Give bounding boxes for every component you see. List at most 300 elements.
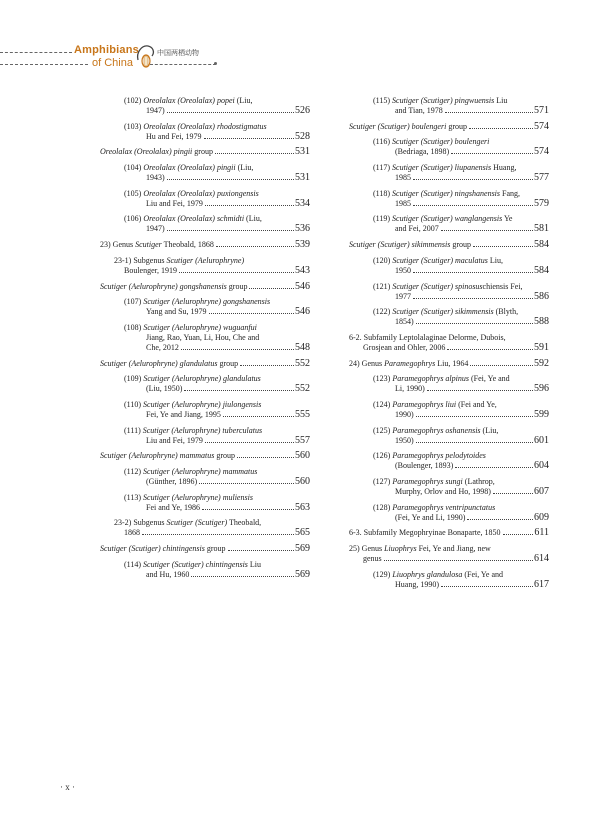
toc-text xyxy=(349,544,491,554)
toc-author-line: Jiang, Rao, Yuan, Li, Hou, Che and xyxy=(146,332,260,342)
toc-taxon: Scutiger (Scutiger) sikimmensis xyxy=(349,240,451,250)
toc-entry-continuation xyxy=(100,503,310,513)
dot-leader xyxy=(470,365,533,366)
toc-text xyxy=(373,374,510,384)
toc-text xyxy=(373,426,498,436)
toc-taxon: Paramegophrys pelodytoides xyxy=(392,451,486,461)
toc-taxon: Paramegophrys sungi xyxy=(392,477,463,486)
toc-page: 584 xyxy=(534,239,549,251)
toc-taxon: Scutiger (Aelurophryne) xyxy=(166,255,245,265)
toc-taxon: Liuophrys glandulosa xyxy=(392,569,463,579)
toc-entry-title xyxy=(100,323,310,333)
dot-leader xyxy=(473,246,533,247)
toc-text xyxy=(124,560,261,570)
toc-entry-continuation xyxy=(100,307,310,317)
toc-author: (Lathrop, xyxy=(462,477,495,486)
toc-entry-continuation xyxy=(100,173,310,183)
toc-page: 579 xyxy=(534,197,549,209)
toc-taxon: Oreolalax (Oreolalax) schmidti xyxy=(143,214,245,224)
toc-entry xyxy=(100,214,310,234)
toc-entry-continuation xyxy=(100,477,310,487)
toc-author: and Tian, 1978 xyxy=(395,106,443,115)
toc-page: 552 xyxy=(295,383,310,395)
toc-author: genus xyxy=(363,554,382,564)
toc-text xyxy=(100,240,214,250)
toc-entry xyxy=(349,163,549,183)
toc-text xyxy=(114,256,244,266)
toc-author: Liu, 1964 xyxy=(435,358,469,368)
toc-entry xyxy=(349,570,549,590)
toc-page: 617 xyxy=(534,578,549,590)
dot-leader xyxy=(179,272,294,273)
toc-page: 546 xyxy=(295,280,310,292)
toc-author: (Fei and Ye, xyxy=(456,399,497,409)
toc-page: 569 xyxy=(295,568,310,580)
toc-entry-title xyxy=(100,467,310,477)
toc-author: (Günther, 1896) xyxy=(146,477,198,486)
toc-taxon: Oreolalax (Oreolalax) rhodostigmatus xyxy=(143,121,267,131)
toc-author: Yang and Su, 1979 xyxy=(146,307,207,317)
toc-entry xyxy=(100,544,310,554)
toc-text xyxy=(124,297,270,307)
toc-entry-title xyxy=(349,214,549,224)
toc-entry-title xyxy=(100,544,310,554)
toc-taxon: Oreolalax (Oreolalax) pingii xyxy=(100,147,193,157)
toc-number: (124) xyxy=(373,399,393,409)
toc-text xyxy=(373,214,512,224)
toc-entry-continuation xyxy=(349,266,549,276)
dot-leader xyxy=(455,467,533,468)
toc-page: 571 xyxy=(534,105,549,116)
toc-number: (104) xyxy=(124,163,144,173)
toc-taxon: Scutiger (Scutiger) maculatus xyxy=(392,255,488,265)
toc-entry-title xyxy=(100,96,310,106)
toc-entry xyxy=(100,297,310,317)
toc-taxon: Scutiger (Scutiger) spinosus xyxy=(392,281,483,291)
toc-text xyxy=(100,282,247,292)
toc-text xyxy=(124,214,262,224)
toc-entry xyxy=(349,96,549,116)
toc-author: and Fei, 2007 xyxy=(395,224,439,234)
toc-entry-title xyxy=(349,333,549,343)
toc-entry-title xyxy=(349,122,549,132)
dot-leader xyxy=(413,272,533,273)
toc-author: group xyxy=(192,147,213,157)
toc-entry-continuation xyxy=(100,436,310,446)
header-rule xyxy=(0,64,88,65)
toc-text xyxy=(100,359,238,369)
toc-taxon: Scutiger (Aelurophryne) gongshanensis xyxy=(100,281,227,291)
dot-leader xyxy=(413,179,533,180)
toc-entry-continuation xyxy=(100,528,310,538)
toc-taxon: Paramegophrys oshanensis xyxy=(392,425,481,435)
dot-leader xyxy=(142,534,294,535)
toc-author: (Liu, xyxy=(244,214,262,224)
toc-entry xyxy=(349,544,549,564)
toc-page: 563 xyxy=(295,501,310,513)
dot-leader xyxy=(503,534,534,535)
toc-entry xyxy=(100,359,310,369)
toc-page: 565 xyxy=(295,527,310,539)
toc-entry xyxy=(349,122,549,132)
toc-entry-continuation xyxy=(100,224,310,234)
toc-page: 552 xyxy=(295,357,310,369)
toc-entry xyxy=(349,374,549,394)
toc-page: 611 xyxy=(534,527,549,539)
toc-page: 584 xyxy=(534,264,549,276)
toc-page: 592 xyxy=(534,357,549,369)
toc-entry-title xyxy=(100,359,310,369)
toc-number: (114) xyxy=(124,559,144,569)
toc-entry-title xyxy=(100,518,310,528)
dot-leader xyxy=(416,442,533,443)
toc-page: 581 xyxy=(534,223,549,235)
toc-author: 1990) xyxy=(395,409,414,419)
toc-author: (Liu, xyxy=(235,163,254,173)
toc-page: 528 xyxy=(295,130,310,142)
toc-author: Ye xyxy=(502,214,513,224)
toc-page: 607 xyxy=(534,486,549,497)
toc-entry xyxy=(100,560,310,580)
toc-page: 560 xyxy=(295,450,310,462)
toc-text xyxy=(124,374,261,384)
toc-page: 588 xyxy=(534,316,549,328)
dot-leader xyxy=(191,576,294,577)
toc-number: (117) xyxy=(373,163,393,173)
toc-entry-title xyxy=(100,400,310,410)
toc-entry-continuation xyxy=(100,199,310,209)
toc-author: 1950 xyxy=(395,265,411,275)
toc-taxon: Scutiger (Aelurophryne) mammatus xyxy=(100,451,215,461)
toc-author: group xyxy=(204,544,226,554)
toc-author: Huang, xyxy=(491,163,517,173)
toc-author: group xyxy=(446,121,467,131)
toc-number: 25) Genus xyxy=(349,544,385,554)
toc-entry xyxy=(100,122,310,142)
dot-leader xyxy=(416,416,533,417)
dot-leader xyxy=(493,493,533,494)
dot-leader xyxy=(167,112,294,113)
toc-author: Li, 1990) xyxy=(395,384,425,394)
toc-number: (102) xyxy=(124,96,144,105)
toc-entry-title xyxy=(100,297,310,307)
toc-entry xyxy=(100,374,310,394)
toc-entry-title xyxy=(349,163,549,173)
toc-entry xyxy=(349,477,549,497)
toc-entry-title xyxy=(349,256,549,266)
toc-text xyxy=(373,163,516,173)
toc-entry-title xyxy=(349,307,549,317)
toc-entry xyxy=(100,400,310,420)
toc-entry-title xyxy=(349,528,549,538)
toc-number: (118) xyxy=(373,188,393,198)
toc-text xyxy=(349,333,506,343)
toc-author: (Liu, 1950) xyxy=(146,384,183,394)
dot-leader xyxy=(469,128,533,129)
toc-taxon: Scutiger (Scutiger) liupanensis xyxy=(392,163,492,173)
toc-text xyxy=(114,518,261,528)
toc-text xyxy=(124,96,253,106)
toc-text xyxy=(373,137,489,147)
dot-leader xyxy=(181,349,294,350)
toc-taxon: Oreolalax (Oreolalax) pingii xyxy=(143,163,236,173)
toc-page: 539 xyxy=(295,239,310,251)
toc-entry-continuation xyxy=(349,513,549,523)
toc-author: 1854) xyxy=(395,317,414,327)
toc-text xyxy=(373,256,503,266)
dot-leader xyxy=(167,230,294,231)
toc-entry-continuation xyxy=(100,384,310,394)
toc-number: (109) xyxy=(124,374,144,384)
toc-entry xyxy=(100,256,310,276)
toc-entry-continuation xyxy=(349,292,549,302)
toc-author: (Boulenger, 1893) xyxy=(395,461,454,471)
toc-taxon: Scutiger (Aelurophryne) jiulongensis xyxy=(143,399,262,409)
toc-entry xyxy=(100,451,310,461)
dot-leader xyxy=(167,179,294,180)
toc-entry xyxy=(100,426,310,446)
toc-entry xyxy=(349,137,549,157)
toc-entry-continuation xyxy=(349,384,549,394)
toc-author: and Hu, 1960 xyxy=(146,569,190,579)
toc-page: 609 xyxy=(534,511,549,523)
toc-taxon: Scutiger (Aelurophryne) muliensis xyxy=(143,492,253,502)
header-rule xyxy=(150,64,216,65)
toc-number: (125) xyxy=(373,425,393,435)
toc-entry xyxy=(349,333,549,353)
toc-number: (122) xyxy=(373,307,393,317)
toc-entry xyxy=(100,493,310,513)
toc-entry-title xyxy=(349,374,549,384)
toc-entry-continuation xyxy=(349,173,549,183)
dot-leader xyxy=(240,365,294,366)
dot-leader xyxy=(441,586,533,587)
toc-taxon: Scutiger (Aelurophryne) tuberculatus xyxy=(142,425,263,435)
toc-number: 6-2. Subfamily Leptolalaginae Delorme, Dubois, xyxy=(349,332,506,342)
toc-number: (120) xyxy=(373,255,393,265)
dot-leader xyxy=(441,230,533,231)
toc-taxon: Oreolalax (Oreolalax) popei xyxy=(143,96,235,105)
toc-page: 599 xyxy=(534,408,549,420)
toc-text xyxy=(100,451,235,461)
toc-author: (Fei, Ye and Li, 1990) xyxy=(395,512,466,522)
dot-leader xyxy=(451,153,533,154)
toc-author: Theobald, xyxy=(227,518,262,528)
dot-leader xyxy=(467,519,533,520)
toc-entry-continuation xyxy=(100,343,310,353)
toc-entry-title xyxy=(100,163,310,173)
toc-entry xyxy=(100,240,310,250)
toc-entry-title xyxy=(349,400,549,410)
toc-entry xyxy=(100,96,310,116)
toc-entry xyxy=(349,426,549,446)
toc-entry xyxy=(349,256,549,276)
toc-entry xyxy=(349,189,549,209)
toc-taxon: Scutiger (Scutiger) chintingensis xyxy=(100,544,205,554)
toc-entry-title xyxy=(100,560,310,570)
toc-entry-title xyxy=(349,426,549,436)
toc-number: (108) xyxy=(124,322,144,332)
toc-author: 1985 xyxy=(395,198,411,208)
toc-entry-continuation xyxy=(349,147,549,157)
dot-leader xyxy=(427,390,533,391)
toc-page: 531 xyxy=(295,172,310,184)
toc-taxon: Scutiger (Aelurophryne) mammatus xyxy=(143,467,258,476)
toc-entry xyxy=(349,451,549,471)
toc-entry-title xyxy=(349,240,549,250)
toc-text xyxy=(373,400,497,410)
dot-leader xyxy=(216,246,294,247)
dot-leader xyxy=(237,457,294,458)
toc-entry-continuation xyxy=(349,199,549,209)
dot-leader xyxy=(209,313,294,314)
toc-entry xyxy=(100,163,310,183)
toc-page: 574 xyxy=(534,120,549,132)
toc-author: Liu xyxy=(494,96,508,105)
toc-entry xyxy=(349,359,549,369)
toc-text xyxy=(124,467,257,477)
toc-author: group xyxy=(226,281,248,291)
toc-entry-title xyxy=(349,544,549,554)
toc-author: (Liu, xyxy=(480,425,499,435)
toc-entry-title xyxy=(100,214,310,224)
dot-leader xyxy=(204,138,294,139)
toc-text xyxy=(349,240,471,250)
toc-number: (106) xyxy=(124,214,144,224)
toc-number: (128) xyxy=(373,502,393,512)
toc-entry xyxy=(100,518,310,538)
toc-text xyxy=(373,307,518,317)
toc-entry-continuation xyxy=(349,224,549,234)
toc-taxon: Scutiger (Scutiger) boulengeri xyxy=(392,137,490,147)
dot-leader xyxy=(184,390,294,391)
toc-page: 574 xyxy=(534,146,549,158)
toc-entry-title xyxy=(100,256,310,266)
toc-entry-continuation xyxy=(100,106,310,116)
toc-taxon: Oreolalax (Oreolalax) puxiongensis xyxy=(143,188,259,198)
toc-taxon: Paramegophrys liui xyxy=(392,399,457,409)
toc-number: (110) xyxy=(124,399,144,409)
toc-entry-title xyxy=(100,122,310,132)
toc-entry-title xyxy=(100,282,310,292)
toc-author: Huang, 1990) xyxy=(395,579,439,589)
toc-text xyxy=(373,451,486,461)
header-rule xyxy=(0,52,72,53)
toc-entry-continuation xyxy=(349,343,549,353)
toc-page: 591 xyxy=(534,341,549,353)
toc-entry-title xyxy=(349,570,549,580)
header-title: Amphibians xyxy=(74,44,139,56)
toc-page: 531 xyxy=(295,146,310,158)
toc-entry xyxy=(100,467,310,487)
toc-author: Fei, Ye and Jiang, 1995 xyxy=(146,409,221,419)
toc-entry-title xyxy=(349,189,549,199)
toc-author: 1947) xyxy=(146,106,165,115)
toc-number: 23-1) Subgenus xyxy=(114,255,167,265)
header-dot xyxy=(214,62,217,65)
toc-page: 601 xyxy=(534,434,549,446)
toc-page: 596 xyxy=(534,383,549,395)
toc-number: (115) xyxy=(373,96,393,105)
toc-text xyxy=(124,400,261,410)
toc-page: 536 xyxy=(295,223,310,235)
toc-taxon: Paramegophrys xyxy=(384,358,436,368)
toc-number: (111) xyxy=(124,425,143,435)
dot-leader xyxy=(416,323,533,324)
dot-leader xyxy=(223,416,294,417)
toc-author: Grosjean and Ohler, 2006 xyxy=(363,342,446,352)
toc-entry-title xyxy=(349,359,549,369)
toc-page: 548 xyxy=(295,341,310,353)
toc-page: 546 xyxy=(295,306,310,318)
toc-author: Liu and Fei, 1979 xyxy=(146,435,203,445)
toc-entry-continuation xyxy=(100,570,310,580)
dot-leader xyxy=(205,205,294,206)
toc-entry xyxy=(349,528,549,538)
toc-page: 526 xyxy=(295,105,310,116)
toc-text xyxy=(349,122,467,132)
toc-entry-continuation xyxy=(349,580,549,590)
toc-number: (112) xyxy=(124,467,144,476)
toc-author: (Fei, Ye and xyxy=(462,569,504,579)
toc-entry-title xyxy=(100,189,310,199)
toc-taxon: Scutiger (Aelurophryne) wuguanfui xyxy=(143,322,257,332)
toc-entry-continuation xyxy=(349,106,549,116)
toc-author: (Fei, Ye and xyxy=(469,374,510,384)
toc-entry-continuation xyxy=(349,410,549,420)
toc-number: (127) xyxy=(373,477,393,486)
dot-leader xyxy=(445,112,533,113)
toc-number: (105) xyxy=(124,188,144,198)
toc-entry-continuation xyxy=(349,436,549,446)
toc-page: 569 xyxy=(295,543,310,555)
book-header xyxy=(0,40,240,74)
dot-leader xyxy=(205,442,294,443)
toc-author: Liu and Fei, 1979 xyxy=(146,198,203,208)
toc-taxon: Scutiger (Scutiger) ningshanensis xyxy=(392,188,501,198)
toc-entry-continuation xyxy=(100,266,310,276)
toc-entry-title xyxy=(100,240,310,250)
toc-author: group xyxy=(450,240,471,250)
toc-taxon: Scutiger (Scutiger) sikimmensis xyxy=(392,307,494,317)
toc-page: 534 xyxy=(295,197,310,209)
toc-number: (116) xyxy=(373,137,393,147)
toc-entry-title xyxy=(349,282,549,292)
dot-leader xyxy=(447,349,533,350)
toc-number: (121) xyxy=(373,281,393,291)
page-number: · x · xyxy=(60,782,75,792)
toc-number: (119) xyxy=(373,214,393,224)
toc-number: (129) xyxy=(373,569,393,579)
toc-taxon: Paramegophrys ventripunctatus xyxy=(392,502,496,512)
toc-text xyxy=(373,96,507,106)
toc-entry-title xyxy=(349,503,549,513)
dot-leader xyxy=(384,560,533,561)
toc-entry xyxy=(349,503,549,523)
dot-leader xyxy=(199,483,294,484)
toc-entry xyxy=(100,323,310,353)
toc-author: (Blyth, xyxy=(493,307,519,317)
toc-author: Fei, Ye and Jiang, new xyxy=(416,544,491,554)
toc-entry-title xyxy=(349,96,549,106)
toc-text xyxy=(100,544,226,554)
toc-number: 23) Genus xyxy=(100,240,136,250)
toc-page: 604 xyxy=(534,460,549,472)
toc-entry-continuation xyxy=(100,132,310,142)
toc-taxon: Scutiger (Scutiger) chintingensis xyxy=(143,559,248,569)
toc-taxon: Scutiger (Aelurophryne) gongshanensis xyxy=(143,297,271,307)
toc-author: 1943) xyxy=(146,173,165,183)
